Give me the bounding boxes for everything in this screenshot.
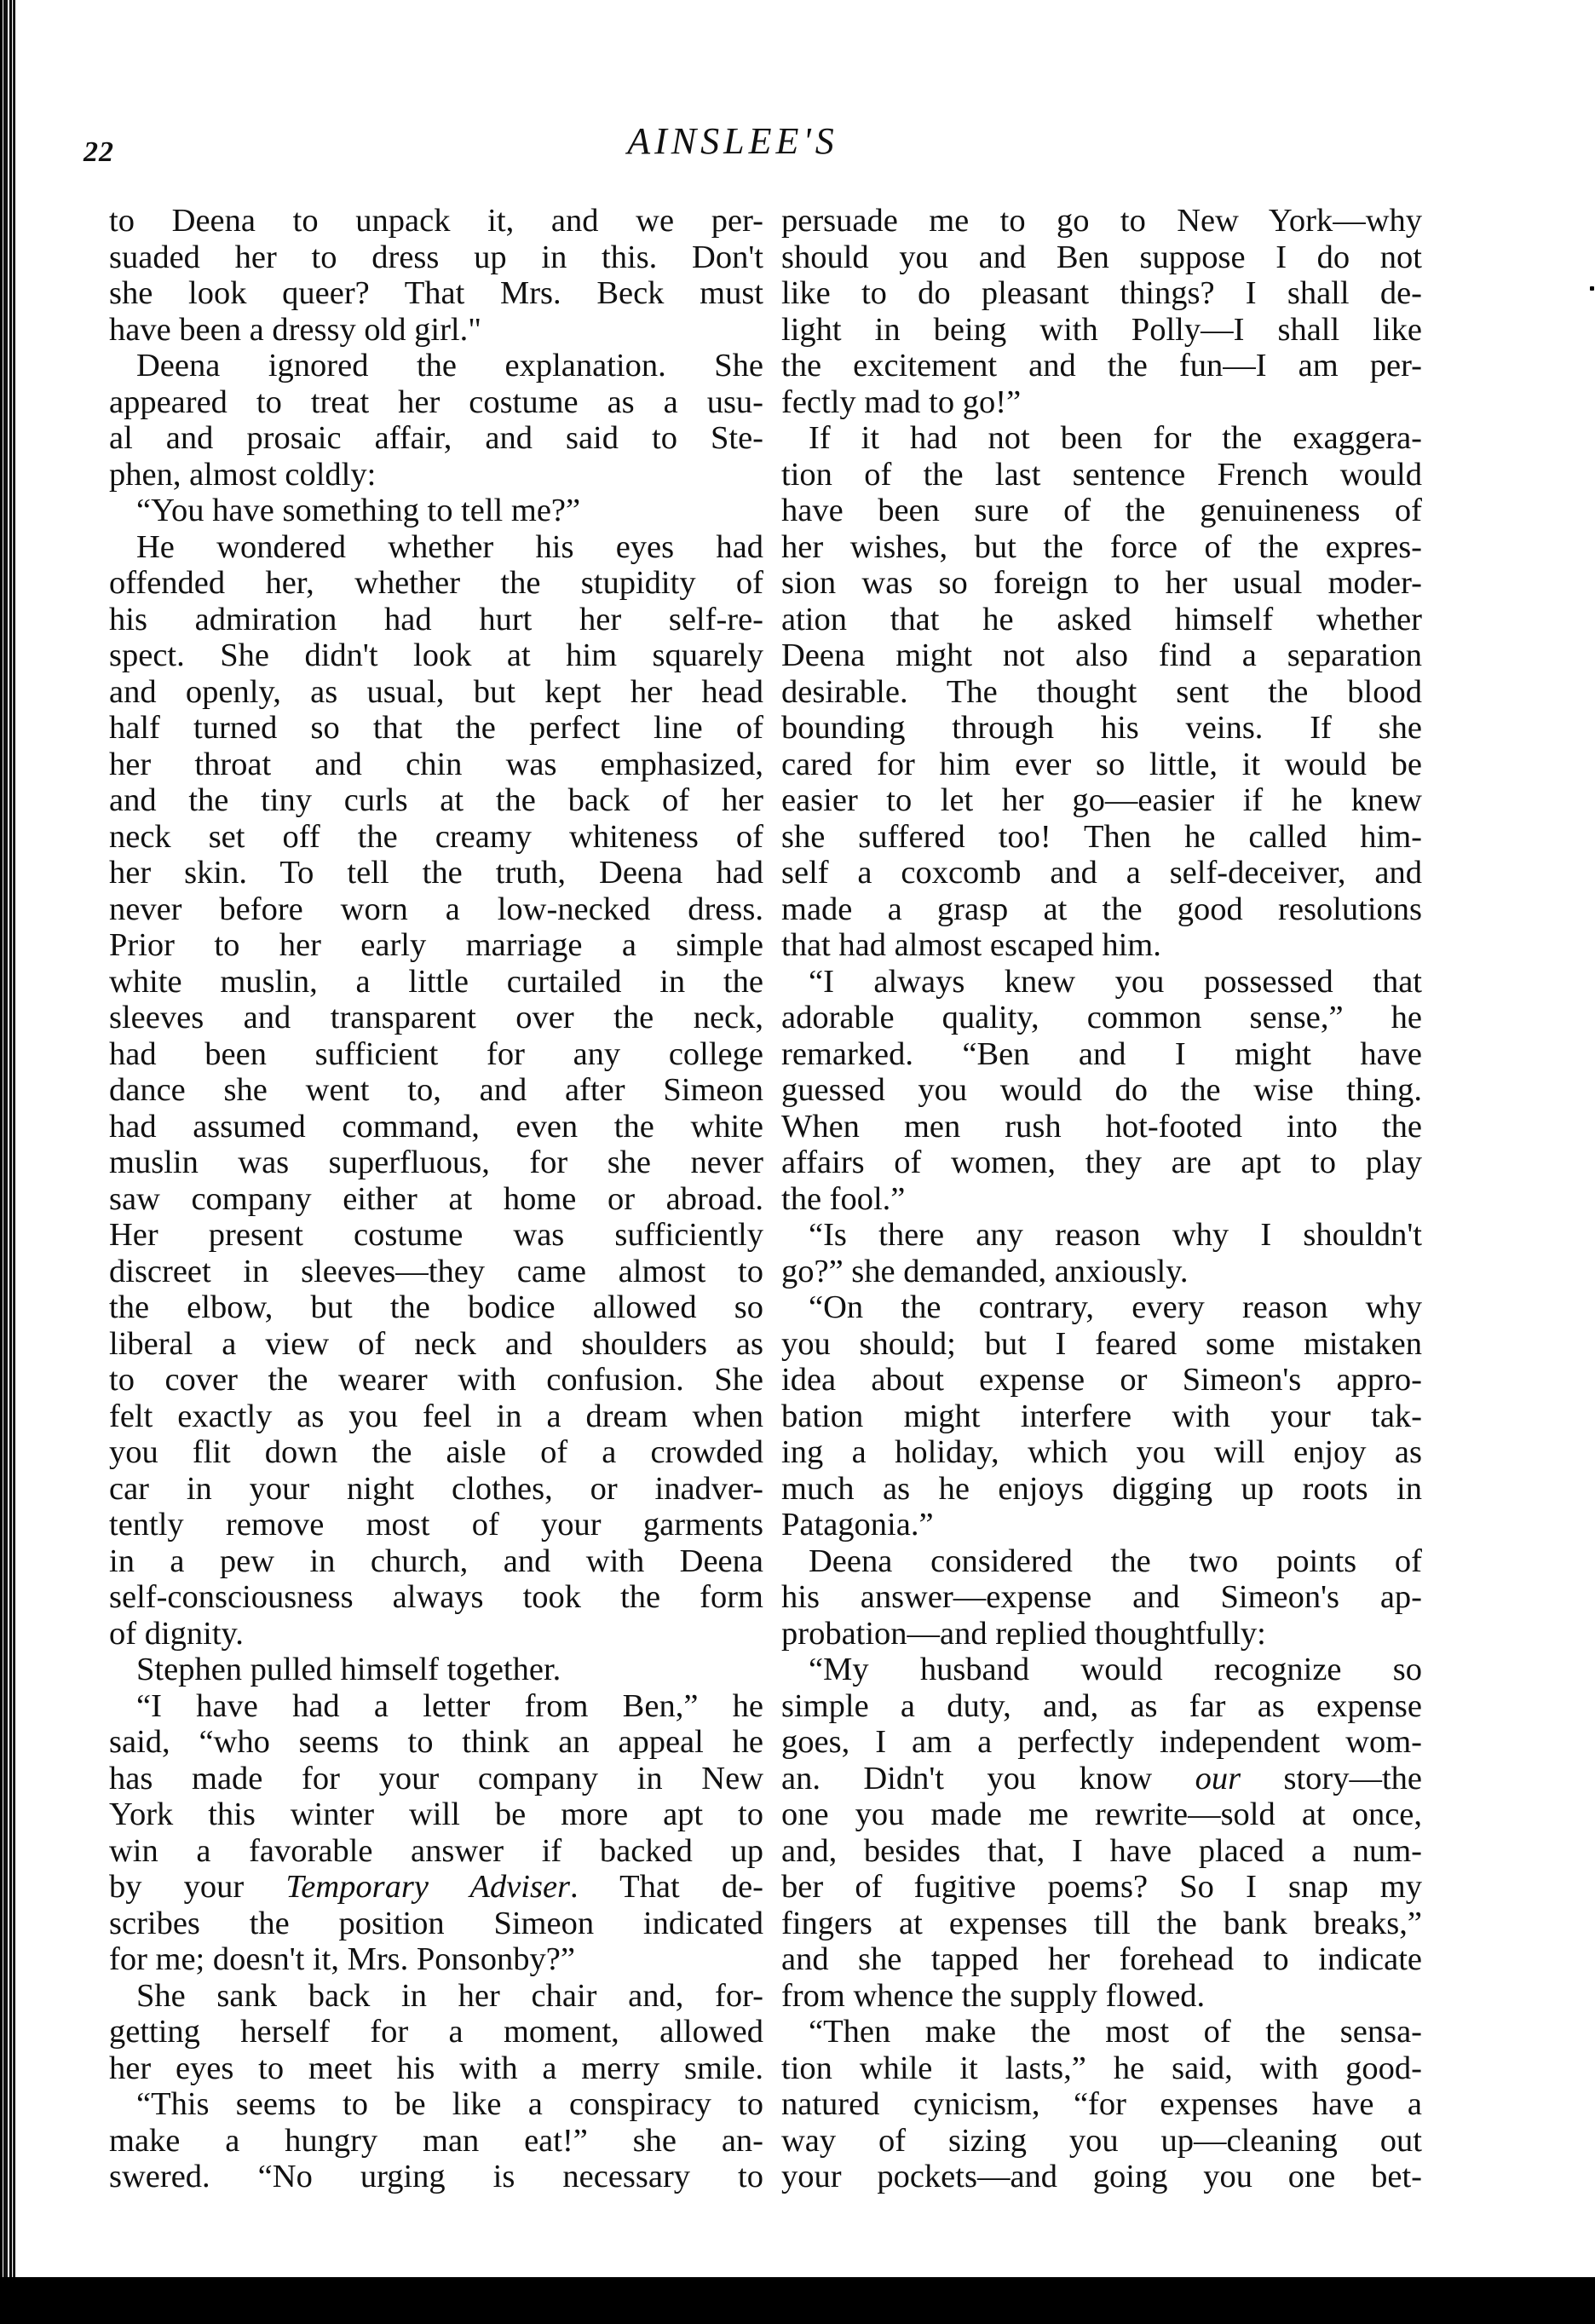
text-line: “You have something to tell me?”: [136, 493, 581, 528]
text-line: self a coxcomb and a self-deceiver, and: [781, 855, 1422, 891]
text-line: the elbow, but the bodice allowed so: [109, 1289, 763, 1325]
italic-emphasis: our: [1195, 1760, 1241, 1796]
text-line: York this winter will be more apt to: [109, 1796, 763, 1832]
text-line: make a hungry man eat!” she an-: [109, 2122, 763, 2159]
text-line: tion of the last sentence French would: [781, 456, 1422, 493]
text-line: for me; doesn't it, Mrs. Ponsonby?”: [109, 1941, 575, 1977]
text-line: “Then make the most of the sensa-: [809, 2014, 1422, 2050]
text-line: felt exactly as you feel in a dream when: [109, 1398, 763, 1434]
text-line: saw company either at home or abroad.: [109, 1180, 763, 1217]
text-line: probation—and replied thoughtfully:: [781, 1615, 1266, 1652]
text-line: she look queer? That Mrs. Beck must: [109, 275, 763, 311]
text-line: Deena ignored the explanation. She: [136, 348, 763, 383]
text-line: “I have had a letter from Ben,” he: [136, 1687, 763, 1724]
text-line: to cover the wearer with confusion. She: [109, 1362, 763, 1398]
scanned-binding-edge: [0, 0, 15, 2277]
text-line: Prior to her early marriage a simple: [109, 927, 763, 963]
text-line: affairs of women, they are apt to play: [781, 1145, 1422, 1180]
text-line: natured cynicism, “for expenses have a: [781, 2086, 1422, 2122]
text-line: you should; but I feared some mistaken: [781, 1325, 1422, 1362]
text-line: she suffered too! Then he called him-: [781, 818, 1422, 855]
text-line: “On the contrary, every reason why: [809, 1289, 1422, 1325]
text-line: dance she went to, and after Simeon: [109, 1072, 763, 1108]
scan-speck: [1590, 286, 1594, 291]
running-head-magazine-title: AINSLEE'S: [627, 120, 838, 162]
text-line: to Deena to unpack it, and we per-: [109, 203, 763, 239]
text-line: When men rush hot-footed into the: [781, 1108, 1422, 1145]
text-line: al and prosaic affair, and said to Ste-: [109, 420, 763, 456]
scan-bottom-border: [0, 2277, 1595, 2324]
page-number: 22: [83, 136, 114, 168]
text-line: tion while it lasts,” he said, with good-: [781, 2050, 1422, 2086]
text-line: appeared to treat her costume as a usu-: [109, 383, 763, 420]
text-line: liberal a view of neck and shoulders as: [109, 1325, 763, 1362]
text-line: your pockets—and going you one bet-: [781, 2159, 1422, 2194]
text-line: fingers at expenses till the bank breaks,”: [781, 1905, 1422, 1941]
text-line: “Is there any reason why I shouldn't: [809, 1217, 1422, 1253]
text-line: sion was so foreign to her usual moder-: [781, 565, 1422, 601]
text-line: made a grasp at the good resolutions: [781, 891, 1422, 927]
text-line: ing a holiday, which you will enjoy as: [781, 1434, 1422, 1470]
text-line: in a pew in church, and with Deena: [109, 1543, 763, 1579]
text-line: like to do pleasant things? I shall de-: [781, 275, 1422, 311]
text-line: his admiration had hurt her self-re-: [109, 601, 763, 637]
text-line: Stephen pulled himself together.: [136, 1652, 561, 1687]
text-line: simple a duty, and, as far as expense: [781, 1687, 1422, 1724]
text-line: ber of fugitive poems? So I snap my: [781, 1869, 1422, 1905]
text-line: offended her, whether the stupidity of: [109, 565, 763, 601]
text-line: win a favorable answer if backed up: [109, 1832, 763, 1869]
text-line: desirable. The thought sent the blood: [781, 673, 1422, 710]
text-line: half turned so that the perfect line of: [109, 710, 763, 746]
text-line: should you and Ben suppose I do not: [781, 239, 1422, 275]
text-line: and she tapped her forehead to indicate: [781, 1941, 1422, 1977]
text-line: an. Didn't you know our story—the: [781, 1760, 1422, 1796]
text-line: go?” she demanded, anxiously.: [781, 1253, 1189, 1289]
text-line: and, besides that, I have placed a num-: [781, 1832, 1422, 1869]
text-line: Deena considered the two points of: [809, 1543, 1422, 1579]
text-line: by your Temporary Adviser. That de-: [109, 1869, 764, 1905]
text-line: sleeves and transparent over the neck,: [109, 1000, 763, 1035]
text-line: If it had not been for the exaggera-: [809, 420, 1422, 456]
text-line: from whence the supply flowed.: [781, 1977, 1206, 2014]
text-column-left: [109, 203, 763, 2195]
text-line: Patagonia.”: [781, 1507, 934, 1543]
text-line: light in being with Polly—I shall like: [781, 311, 1422, 348]
text-line: one you made me rewrite—sold at once,: [781, 1796, 1422, 1832]
text-line: her skin. To tell the truth, Deena had: [109, 855, 763, 891]
text-line: has made for your company in New: [109, 1760, 763, 1796]
text-line: that had almost escaped him.: [781, 927, 1161, 963]
text-line: tently remove most of your garments: [109, 1507, 763, 1543]
text-line: her throat and chin was emphasized,: [109, 746, 763, 782]
text-line: his answer—expense and Simeon's ap-: [781, 1579, 1422, 1615]
text-column-right: [781, 203, 1422, 2195]
text-line: had been sufficient for any college: [109, 1035, 763, 1072]
text-line: fectly mad to go!”: [781, 383, 1022, 420]
text-line: car in your night clothes, or inadver-: [109, 1470, 763, 1507]
text-line: “This seems to be like a conspiracy to: [136, 2086, 763, 2122]
text-line: swered. “No urging is necessary to: [109, 2159, 763, 2194]
text-line: the fool.”: [781, 1180, 906, 1217]
text-line: muslin was superfluous, for she never: [109, 1145, 763, 1180]
text-line: had assumed command, even the white: [109, 1108, 763, 1145]
text-line: spect. She didn't look at him squarely: [109, 637, 763, 673]
text-line: much as he enjoys digging up roots in: [781, 1470, 1422, 1507]
text-line: easier to let her go—easier if he knew: [781, 782, 1422, 818]
text-line: guessed you would do the wise thing.: [781, 1072, 1422, 1108]
text-line: the excitement and the fun—I am per-: [781, 348, 1422, 383]
text-line: of dignity.: [109, 1615, 244, 1652]
text-line: idea about expense or Simeon's appro-: [781, 1362, 1422, 1398]
text-line: remarked. “Ben and I might have: [781, 1035, 1422, 1072]
text-line: her wishes, but the force of the expres-: [781, 528, 1422, 565]
text-line: scribes the position Simeon indicated: [109, 1905, 763, 1941]
text-line: have been sure of the genuineness of: [781, 493, 1422, 528]
text-line: never before worn a low-necked dress.: [109, 891, 763, 927]
text-line: She sank back in her chair and, for-: [136, 1977, 763, 2014]
text-line: suaded her to dress up in this. Don't: [109, 239, 763, 275]
text-line: phen, almost coldly:: [109, 456, 377, 493]
italic-emphasis: Temporary Adviser: [285, 1869, 571, 1905]
text-line: getting herself for a moment, allowed: [109, 2014, 763, 2050]
text-line: Deena might not also find a separation: [781, 637, 1422, 673]
text-line: cared for him ever so little, it would be: [781, 746, 1422, 782]
text-line: you flit down the aisle of a crowded: [109, 1434, 763, 1470]
text-line: said, “who seems to think an appeal he: [109, 1724, 763, 1760]
text-line: self-consciousness always took the form: [109, 1579, 763, 1615]
text-line: white muslin, a little curtailed in the: [109, 963, 763, 1000]
text-line: way of sizing you up—cleaning out: [781, 2122, 1422, 2159]
text-line: ation that he asked himself whether: [781, 601, 1422, 637]
text-line: He wondered whether his eyes had: [136, 528, 763, 565]
text-line: Her present costume was sufficiently: [109, 1217, 763, 1253]
text-line: “I always knew you possessed that: [809, 963, 1422, 1000]
text-line: and openly, as usual, but kept her head: [109, 673, 763, 710]
text-line: have been a dressy old girl.": [109, 311, 481, 348]
text-line: adorable quality, common sense,” he: [781, 1000, 1422, 1035]
text-line: goes, I am a perfectly independent wom-: [781, 1724, 1422, 1760]
text-line: discreet in sleeves—they came almost to: [109, 1253, 763, 1289]
text-line: her eyes to meet his with a merry smile.: [109, 2050, 763, 2086]
text-line: persuade me to go to New York—why: [781, 203, 1422, 239]
text-line: and the tiny curls at the back of her: [109, 782, 763, 818]
text-line: “My husband would recognize so: [809, 1652, 1422, 1687]
text-line: neck set off the creamy whiteness of: [109, 818, 763, 855]
text-line: bounding through his veins. If she: [781, 710, 1422, 746]
text-line: bation might interfere with your tak-: [781, 1398, 1422, 1434]
